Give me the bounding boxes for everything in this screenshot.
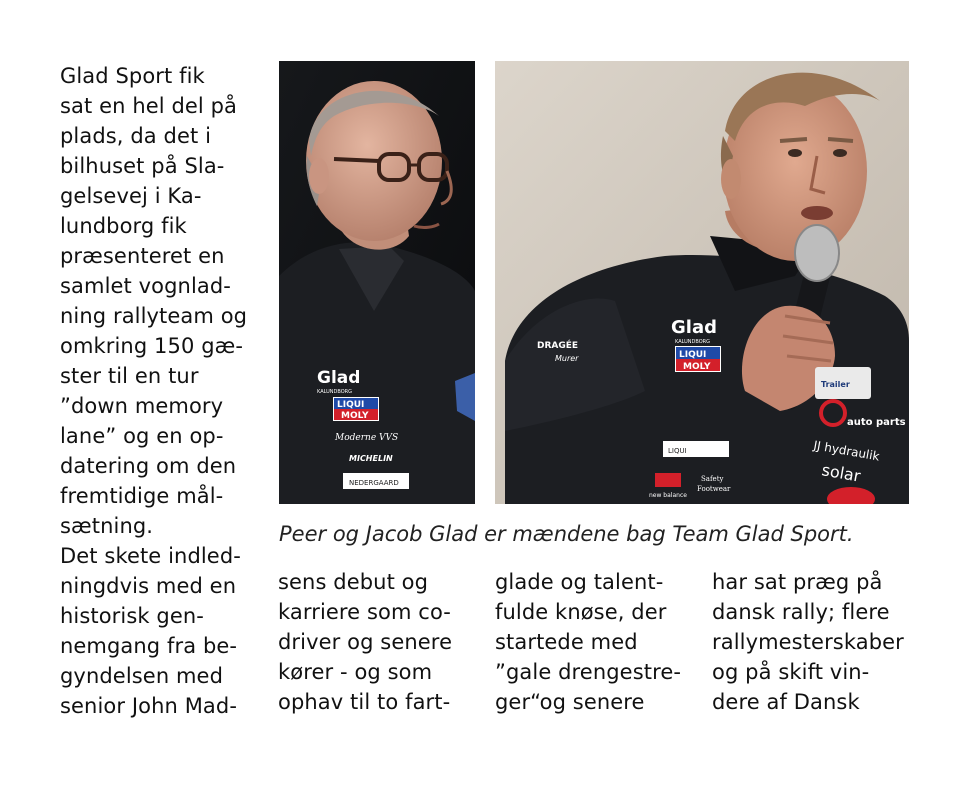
article-column-2: sens debut og karriere som co- driver og senere kører - og som ophav til to fart-: [278, 570, 453, 714]
logo-glad-right: Glad: [671, 317, 717, 338]
logo-solar: solar: [820, 460, 862, 486]
article-column-left: Glad Sport fik sat en hel del på plads, da det i bilhuset på Sla- gelsevej i Ka- lundborg fik præsenteret en samlet vognlad- ning rallyteam og omkring 150 gæ- ster til en tur ”down memory lane” og en op- datering om den fremtidige mål- sætning. Det skete indled- ningdvis med en historisk gen- nemgang fra be- gyndelsen med senior John Mad-: [60, 64, 248, 718]
logo-trailer: Trailer: [821, 380, 850, 389]
logo-liqui-right: LIQUI: [679, 350, 707, 360]
logo-liqui-left: LIQUI: [337, 400, 365, 410]
logo-moly-left: MOLY: [341, 411, 369, 421]
photo-peer-glad-illustration: [279, 61, 475, 504]
logo-new-balance: new balance: [649, 492, 687, 499]
logo-kalundborg-left: KALUNDBORG: [317, 389, 353, 395]
photo-peer-glad: [279, 61, 475, 504]
logo-murer: Murer: [555, 354, 579, 363]
logo-footwear: Footwear: [697, 485, 731, 493]
logo-moderne-vvs: Moderne VVS: [335, 433, 399, 443]
logo-michelin: MICHELIN: [349, 454, 393, 463]
article-column-3: glade og talent- fulde knøse, der startede med ”gale drengestre- ger“og senere: [495, 570, 682, 714]
logo-moly-right: MOLY: [683, 362, 711, 372]
logo-auto-parts: auto parts: [847, 417, 906, 428]
photo-jacob-glad-illustration: [495, 61, 909, 504]
logo-jj-hydraulik: JJ hydraulik: [812, 438, 881, 464]
logo-nedergaard-left: NEDERGAARD: [349, 479, 399, 487]
photo-jacob-glad: [495, 61, 909, 504]
logo-kalundborg-right: KALUNDBORG: [675, 339, 711, 345]
logo-dragee: DRAGÉE: [537, 341, 579, 351]
logo-safety: Safety: [701, 475, 724, 483]
article-column-4: har sat præg på dansk rally; flere rallymesterskaber og på skift vin- dere af Dansk: [712, 570, 904, 714]
photo-caption: Peer og Jacob Glad er mændene bag Team Glad Sport.: [279, 522, 854, 546]
logo-glad-left: Glad: [317, 368, 361, 388]
logo-nedergaard-right: LIQUI: [668, 447, 687, 455]
